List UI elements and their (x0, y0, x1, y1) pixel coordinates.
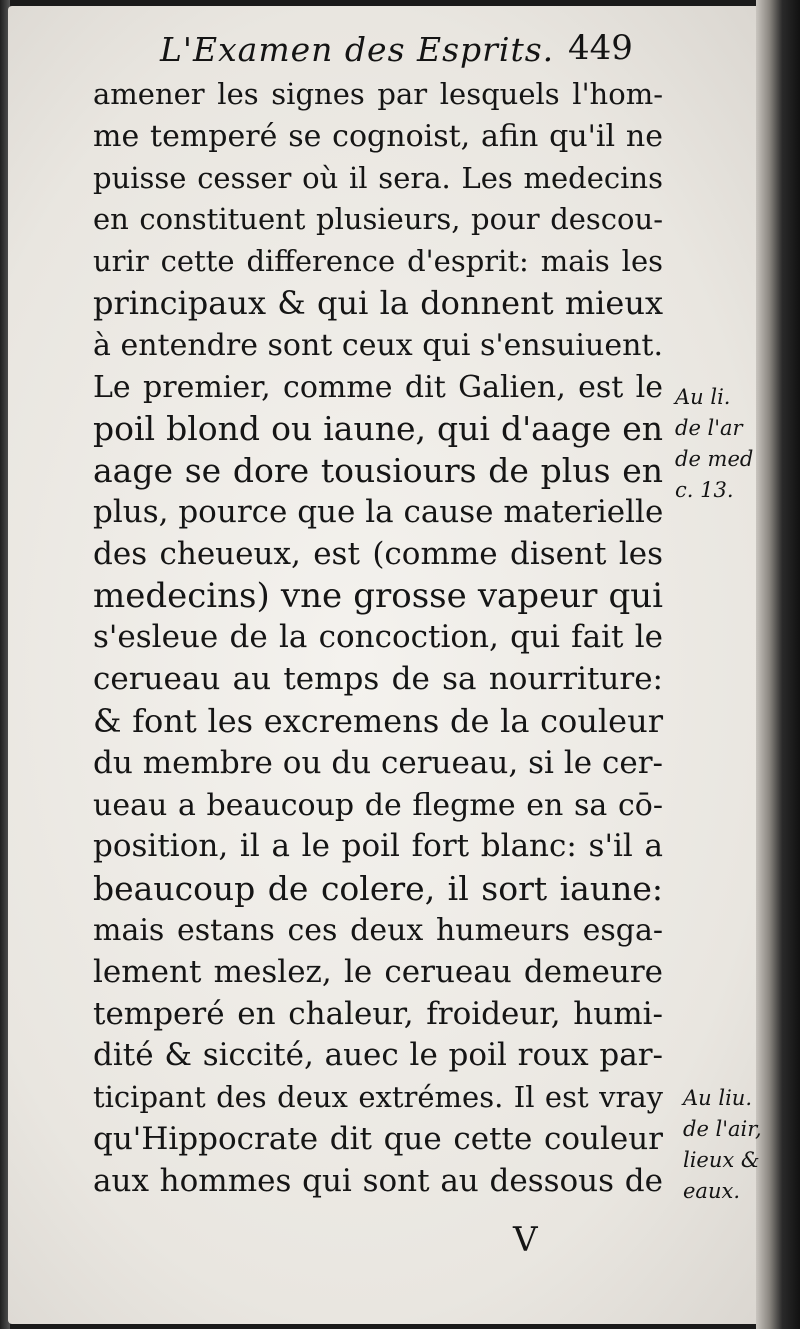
text-line: amener les signes par lesquels l'hom- (93, 77, 663, 111)
text-line: mais estans ces deux humeurs esga- (93, 912, 663, 948)
margin-note-line: c. 13. (675, 478, 734, 502)
text-line: me temperé se cognoist, afin qu'il ne (93, 118, 663, 154)
signature-mark: V (513, 1220, 538, 1260)
text-line: s'esleue de la concoction, qui fait le (93, 619, 663, 656)
text-line: beaucoup de colere, il sort iaune: (93, 869, 663, 909)
margin-note-line: de l'air, (683, 1117, 762, 1141)
text-line: poil blond ou iaune, qui d'aage en (93, 409, 663, 449)
running-head: L'Examen des Esprits. (160, 30, 555, 69)
book-gutter (756, 0, 800, 1329)
margin-note-line: Au li. (675, 385, 731, 409)
margin-note-line: de l'ar (675, 416, 743, 440)
text-line: lement meslez, le cerueau demeure (93, 953, 663, 990)
text-line: en constituent plusieurs, pour descou- (93, 202, 663, 237)
body-text (93, 74, 663, 1203)
margin-note-line: lieux & (683, 1148, 760, 1172)
text-line: dité & siccité, auec le poil roux par- (93, 1037, 663, 1074)
text-line: cerueau au temps de sa nourriture: (93, 661, 663, 698)
text-line: medecins) vne grosse vapeur qui (93, 575, 663, 616)
text-line: position, il a le poil fort blanc: s'il a (93, 828, 663, 865)
text-line: aage se dore tousiours de plus en (93, 451, 663, 491)
text-line: puisse cesser où il sera. Les medecins (93, 160, 663, 195)
text-line: plus, pource que la cause materielle (93, 493, 664, 530)
text-line: temperé en chaleur, froideur, humi- (93, 995, 663, 1032)
text-line: ticipant des deux extrémes. Il est vray (93, 1080, 663, 1115)
text-line: Le premier, comme dit Galien, est le (93, 369, 663, 405)
text-line: principaux & qui la donnent mieux (93, 283, 663, 322)
margin-note-line: Au liu. (683, 1086, 752, 1110)
margin-note-hippocrate (683, 1083, 762, 1207)
margin-note-galien (675, 382, 753, 506)
text-line: des cheueux, est (comme disent les (93, 535, 663, 572)
page-number: 449 (568, 28, 633, 68)
text-line: qu'Hippocrate dit que cette couleur (93, 1120, 663, 1157)
margin-note-line: de med (675, 447, 754, 471)
text-line: urir cette difference d'esprit: mais les (93, 244, 663, 279)
text-line: aux hommes qui sont au dessous de (93, 1162, 663, 1199)
text-line: à entendre sont ceux qui s'ensuiuent. (93, 327, 663, 363)
margin-note-line: eaux. (683, 1179, 740, 1203)
text-line: du membre ou du cerueau, si le cer- (93, 744, 663, 781)
text-line: & font les excremens de la couleur (93, 701, 663, 740)
text-line: ueau a beaucoup de flegme en sa cō- (93, 787, 663, 823)
